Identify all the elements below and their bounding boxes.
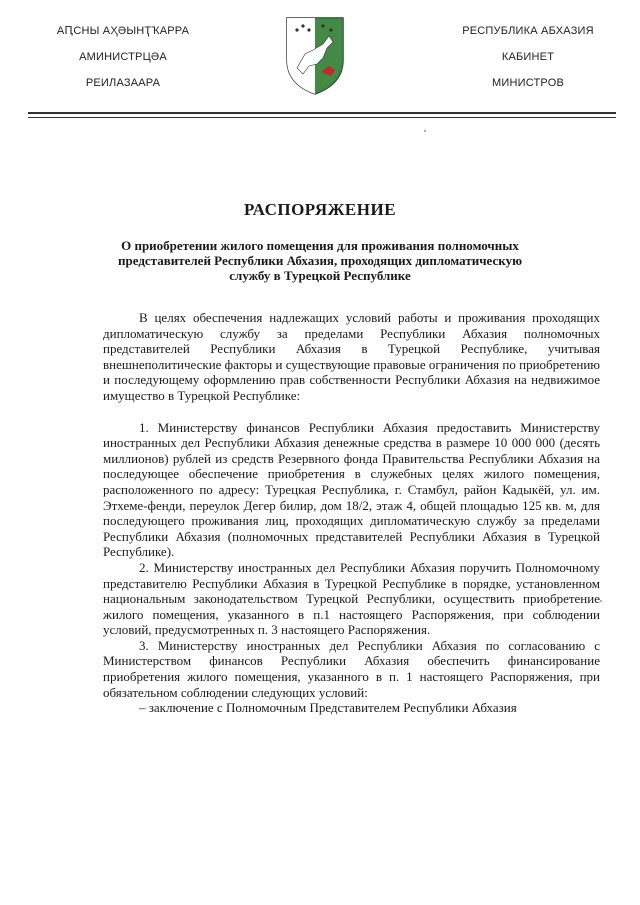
- header-divider-thin: [28, 117, 616, 118]
- scan-speck: [424, 130, 426, 132]
- header-right-block: [438, 24, 618, 102]
- scan-speck: [600, 600, 602, 602]
- coat-of-arms-icon: [283, 14, 347, 96]
- clause-2: 2. Министерству иностранных дел Республики Абхазия поручить Полномочному представителю Республики Абхазия в Турецкой Республике в порядке, установленном национальным законодательством Турецкой Республики, осуществить приобретение жилого помещения, указанного в п.1 настоящего Распоряжения, при соблюдении условий, предусмотренных п. 3 настоящего Распоряжения.: [103, 559, 600, 638]
- document-body: [103, 310, 600, 716]
- header-left-line-3: РЕИЛАЗААРА: [85, 77, 161, 89]
- header-right-line-1: РЕСПУБЛИКА АБХАЗИЯ: [462, 25, 594, 37]
- header-right-line-3: МИНИСТРОВ: [491, 77, 564, 89]
- header-divider-thick: [28, 112, 616, 114]
- clause-3-subitem: – заключение с Полномочным Представителем Республики Абхазия: [139, 700, 517, 716]
- document-title: РАСПОРЯЖЕНИЕ: [243, 200, 397, 219]
- header-left-block: [28, 24, 218, 102]
- document-subject: О приобретении жилого помещения для проживания полномочных представителей Республики Абхазия, проходящих дипломатическую службу в Турецкой Республике: [118, 238, 522, 283]
- clause-1: 1. Министерству финансов Республики Абхазия предоставить Министерству иностранных дел Республики Абхазия денежные средства в размере 10 000 000 (десять миллионов) рублей из средств Резервного фонда Правительства Республики Абхазия на последующее обеспечение приобретения в служебных целях жилого помещения, расположенного по адресу: Турецкая Республика, г. Стамбул, район Кадыкёй, ул. им. Этхеме-фенди, переулок Дегер билир, дом 18/2, этаж 4, общей площадью 125 кв. м, для последующего проживания лиц, проходящих дипломатическую службу за пределами Республики Абхазия (полномочных представителей Республики Абхазия в Турецкой Республике).: [103, 419, 600, 560]
- preamble-paragraph: В целях обеспечения надлежащих условий работы и проживания проходящих дипломатическую службу за пределами Республики Абхазия полномочных представителей Республики Абхазия в Турецкой Республике, учитывая внешнеполитические факторы и существующие правовые ограничения по приобретению и последующему оформлению прав собственности Республики Абхазия на недвижимое имущество в Турецкой Республике:: [103, 310, 600, 403]
- header-right-line-2: КАБИНЕТ: [501, 51, 555, 63]
- header-left-line-2: АМИНИСТРЦӘА: [79, 51, 167, 63]
- clause-3: 3. Министерству иностранных дел Республики Абхазия по согласованию с Министерством финансов Республики Абхазия обеспечить финансирование приобретения жилого помещения, указанного в п. 1 настоящего Распоряжения, при обязательном соблюдении следующих условий:: [103, 637, 600, 700]
- header-left-line-1: АԤСНЫ АҲӘЫНҬҠАРРА: [56, 25, 190, 37]
